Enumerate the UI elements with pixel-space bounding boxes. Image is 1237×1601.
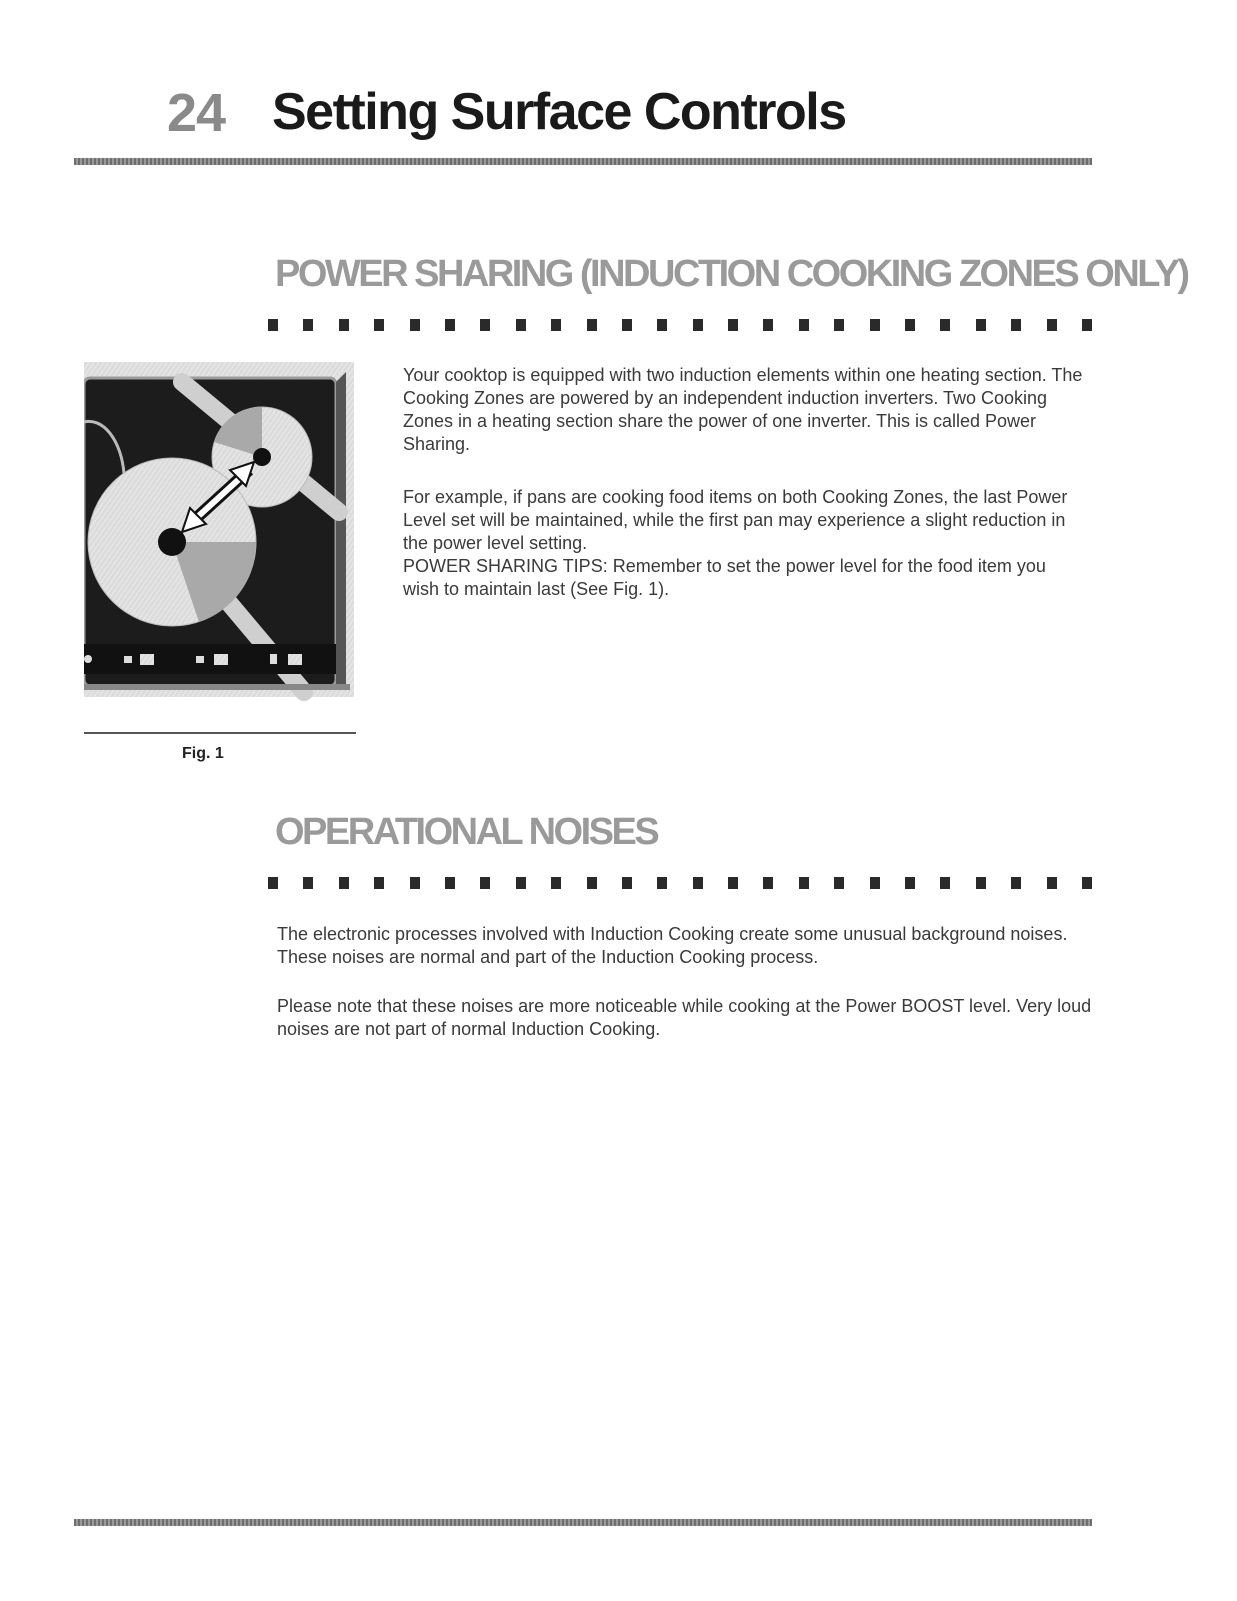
- figure-rule: [84, 732, 356, 734]
- power-sharing-tips-paragraph: POWER SHARING TIPS: Remember to set the power level for the food item you wish to maintain last (See Fig. 1).: [403, 556, 1046, 599]
- page-number: 24: [167, 83, 226, 143]
- operational-noises-heading: OPERATIONAL NOISES: [275, 811, 658, 853]
- power-sharing-example-paragraph: For example, if pans are cooking food items on both Cooking Zones, the last Power Level set will be maintained, while the first pan may experience a slight reduction in the power level setting.: [403, 487, 1068, 553]
- cooktop-power-sharing-illustration: [84, 362, 362, 714]
- figure-caption: Fig. 1: [182, 745, 224, 762]
- power-sharing-example-block: [403, 486, 1083, 601]
- power-boost-noise-paragraph: Please note that these noises are more noticeable while cooking at the Power BOOST level. Very loud noises are not part of normal Induction Cooking.: [277, 996, 1092, 1039]
- dotted-divider: [268, 877, 1092, 891]
- operational-noises-paragraph: The electronic processes involved with Induction Cooking create some unusual background noises. These noises are normal and part of the Induction Cooking process.: [277, 924, 1068, 967]
- dotted-divider: [268, 319, 1092, 333]
- power-sharing-paragraph: Your cooktop is equipped with two induction elements within one heating section. The Cooking Zones are powered by an independent induction inverters. Two Cooking Zones in a heating section share the power of one inverter. This is called Power Sharing.: [403, 365, 1083, 454]
- power-sharing-heading: POWER SHARING (INDUCTION COOKING ZONES ONLY): [275, 253, 1188, 295]
- footer-rule: [74, 1519, 1092, 1526]
- header-rule: [74, 158, 1092, 165]
- page-title: Setting Surface Controls: [272, 83, 846, 141]
